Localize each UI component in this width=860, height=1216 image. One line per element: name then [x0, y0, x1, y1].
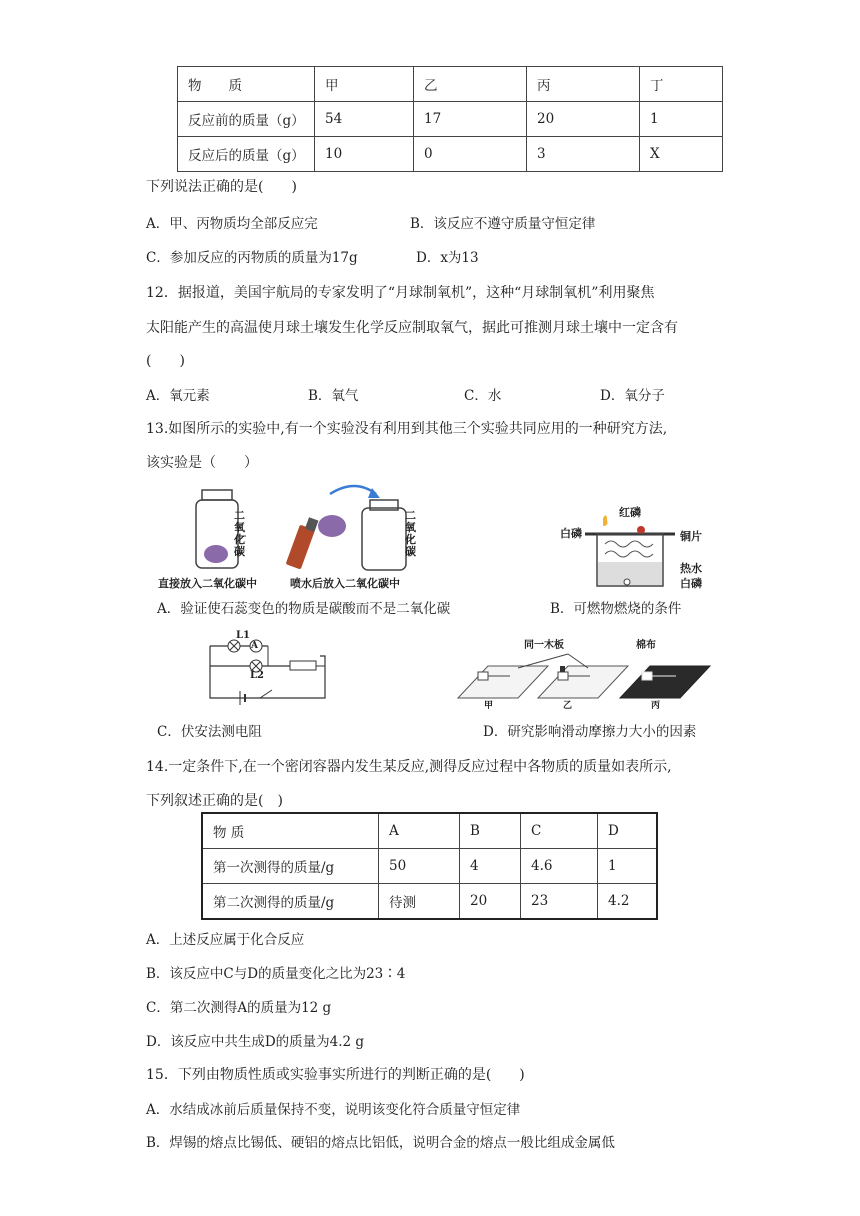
q12-line-2: 太阳能产生的高温使月球土壤发生化学反应制取氧气，据此可推测月球土壤中一定含有	[146, 320, 678, 336]
table-cell: 甲	[315, 67, 414, 102]
table-cell: 1	[640, 102, 723, 137]
label-bing: 丙	[651, 701, 661, 711]
table-cell: B	[460, 813, 521, 849]
q15-line-1: 15．下列由物质性质或实验事实所进行的判断正确的是( )	[146, 1067, 525, 1083]
q12-option-b: B．氧气	[308, 388, 359, 404]
fig-c-caption: C．伏安法测电阻	[157, 724, 262, 740]
table-header-row	[202, 813, 657, 849]
table-cell: 4.2	[598, 884, 658, 920]
table-cell: 第二次测得的质量/g	[202, 884, 379, 920]
label-white-phosphorus-bottom: 白磷	[680, 577, 702, 590]
label-red-phosphorus: 红磷	[619, 506, 641, 519]
table-cell: X	[640, 137, 723, 172]
q12-option-a: A．氧元素	[146, 388, 210, 404]
table-cell: 23	[521, 884, 598, 920]
table-row	[202, 849, 657, 884]
table-cell: 物 质	[202, 813, 379, 849]
q12-option-c: C．水	[464, 388, 502, 404]
table-cell: 反应前的质量（g）	[178, 102, 315, 137]
table-cell: 17	[414, 102, 527, 137]
q12-line-3: ( )	[146, 353, 185, 369]
table-cell: A	[379, 813, 460, 849]
q14-option-c: C．第二次测得A的质量为12 g	[146, 1000, 332, 1016]
table-cell: 10	[315, 137, 414, 172]
fig-a-caption-left: 直接放入二氧化碳中	[158, 577, 257, 590]
label-same-board: 同一木板	[524, 640, 564, 651]
q13-line-2: 该实验是（ ）	[146, 455, 258, 471]
table-cell: 乙	[414, 67, 527, 102]
table-cell: 丙	[527, 67, 640, 102]
circuit-diagram	[200, 628, 335, 706]
q14-option-a: A．上述反应属于化合反应	[146, 932, 305, 948]
q15-option-b: B．焊锡的熔点比锡低、硬铝的熔点比铝低，说明合金的熔点一般比组成金属低	[146, 1135, 615, 1151]
q11-stem: 下列说法正确的是( )	[146, 179, 297, 195]
q11-option-d: D．x为13	[416, 250, 479, 266]
table-measured-mass	[201, 812, 658, 920]
label-ammeter: A	[251, 641, 258, 651]
q11-option-b: B．该反应不遵守质量守恒定律	[410, 216, 596, 232]
table-cell: 3	[527, 137, 640, 172]
fig-a-caption: A．验证使石蕊变色的物质是碳酸而不是二氧化碳	[157, 601, 451, 617]
table-substance-mass	[177, 66, 723, 172]
table-row	[202, 884, 657, 920]
table-cell: 1	[598, 849, 658, 884]
table-cell: 第一次测得的质量/g	[202, 849, 379, 884]
label-l1: L1	[236, 630, 250, 641]
table-cell: 待测	[379, 884, 460, 920]
q11-option-c: C．参加反应的丙物质的质量为17g	[146, 250, 358, 266]
q12-line-1: 12．据报道，美国宇航局的专家发明了“月球制氧机”，这种“月球制氧机”利用聚焦	[146, 285, 655, 301]
table-cell: 20	[527, 102, 640, 137]
table-cell: C	[521, 813, 598, 849]
q15-option-a: A．水结成冰前后质量保持不变，说明该变化符合质量守恒定律	[146, 1102, 521, 1118]
jar-label-2: 二氧化碳	[405, 509, 416, 558]
combustion-apparatus-illustration	[585, 512, 675, 592]
label-jia: 甲	[484, 701, 494, 711]
q11-option-a: A．甲、丙物质均全部反应完	[146, 216, 318, 232]
table-cell: D	[598, 813, 658, 849]
label-l2: L2	[250, 670, 264, 681]
q13-line-1: 13.如图所示的实验中,有一个实验没有利用到其他三个实验共同应用的一种研究方法,	[146, 421, 668, 437]
label-hot-water: 热水	[680, 562, 702, 575]
label-white-phosphorus-top: 白磷	[560, 527, 582, 540]
fig-d-caption: D．研究影响滑动摩擦力大小的因素	[483, 724, 697, 740]
table-cell: 丁	[640, 67, 723, 102]
fig-a-caption-right: 喷水后放入二氧化碳中	[290, 577, 400, 590]
label-cotton-cloth: 棉布	[636, 640, 656, 651]
q14-line-1: 14.一定条件下,在一个密闭容器内发生某反应,测得反应过程中各物质的质量如表所示,	[146, 759, 672, 775]
q14-option-d: D．该反应中共生成D的质量为4.2 g	[146, 1034, 365, 1050]
q14-option-b: B．该反应中C与D的质量变化之比为23∶4	[146, 966, 406, 982]
table-cell: 4	[460, 849, 521, 884]
q14-line-2: 下列叙述正确的是( )	[146, 793, 283, 809]
q12-option-d: D．氧分子	[600, 388, 665, 404]
fig-b-caption: B．可燃物燃烧的条件	[550, 601, 682, 617]
table-cell: 0	[414, 137, 527, 172]
table-header-row	[178, 67, 723, 102]
table-cell: 物 质	[178, 67, 315, 102]
label-yi: 乙	[563, 701, 573, 711]
table-row	[178, 102, 723, 137]
table-cell: 50	[379, 849, 460, 884]
table-cell: 反应后的质量（g）	[178, 137, 315, 172]
table-cell: 54	[315, 102, 414, 137]
jar-label-1: 二氧化碳	[234, 509, 245, 558]
table-row	[178, 137, 723, 172]
label-copper-sheet: 铜片	[680, 530, 702, 543]
table-cell: 20	[460, 884, 521, 920]
table-cell: 4.6	[521, 849, 598, 884]
